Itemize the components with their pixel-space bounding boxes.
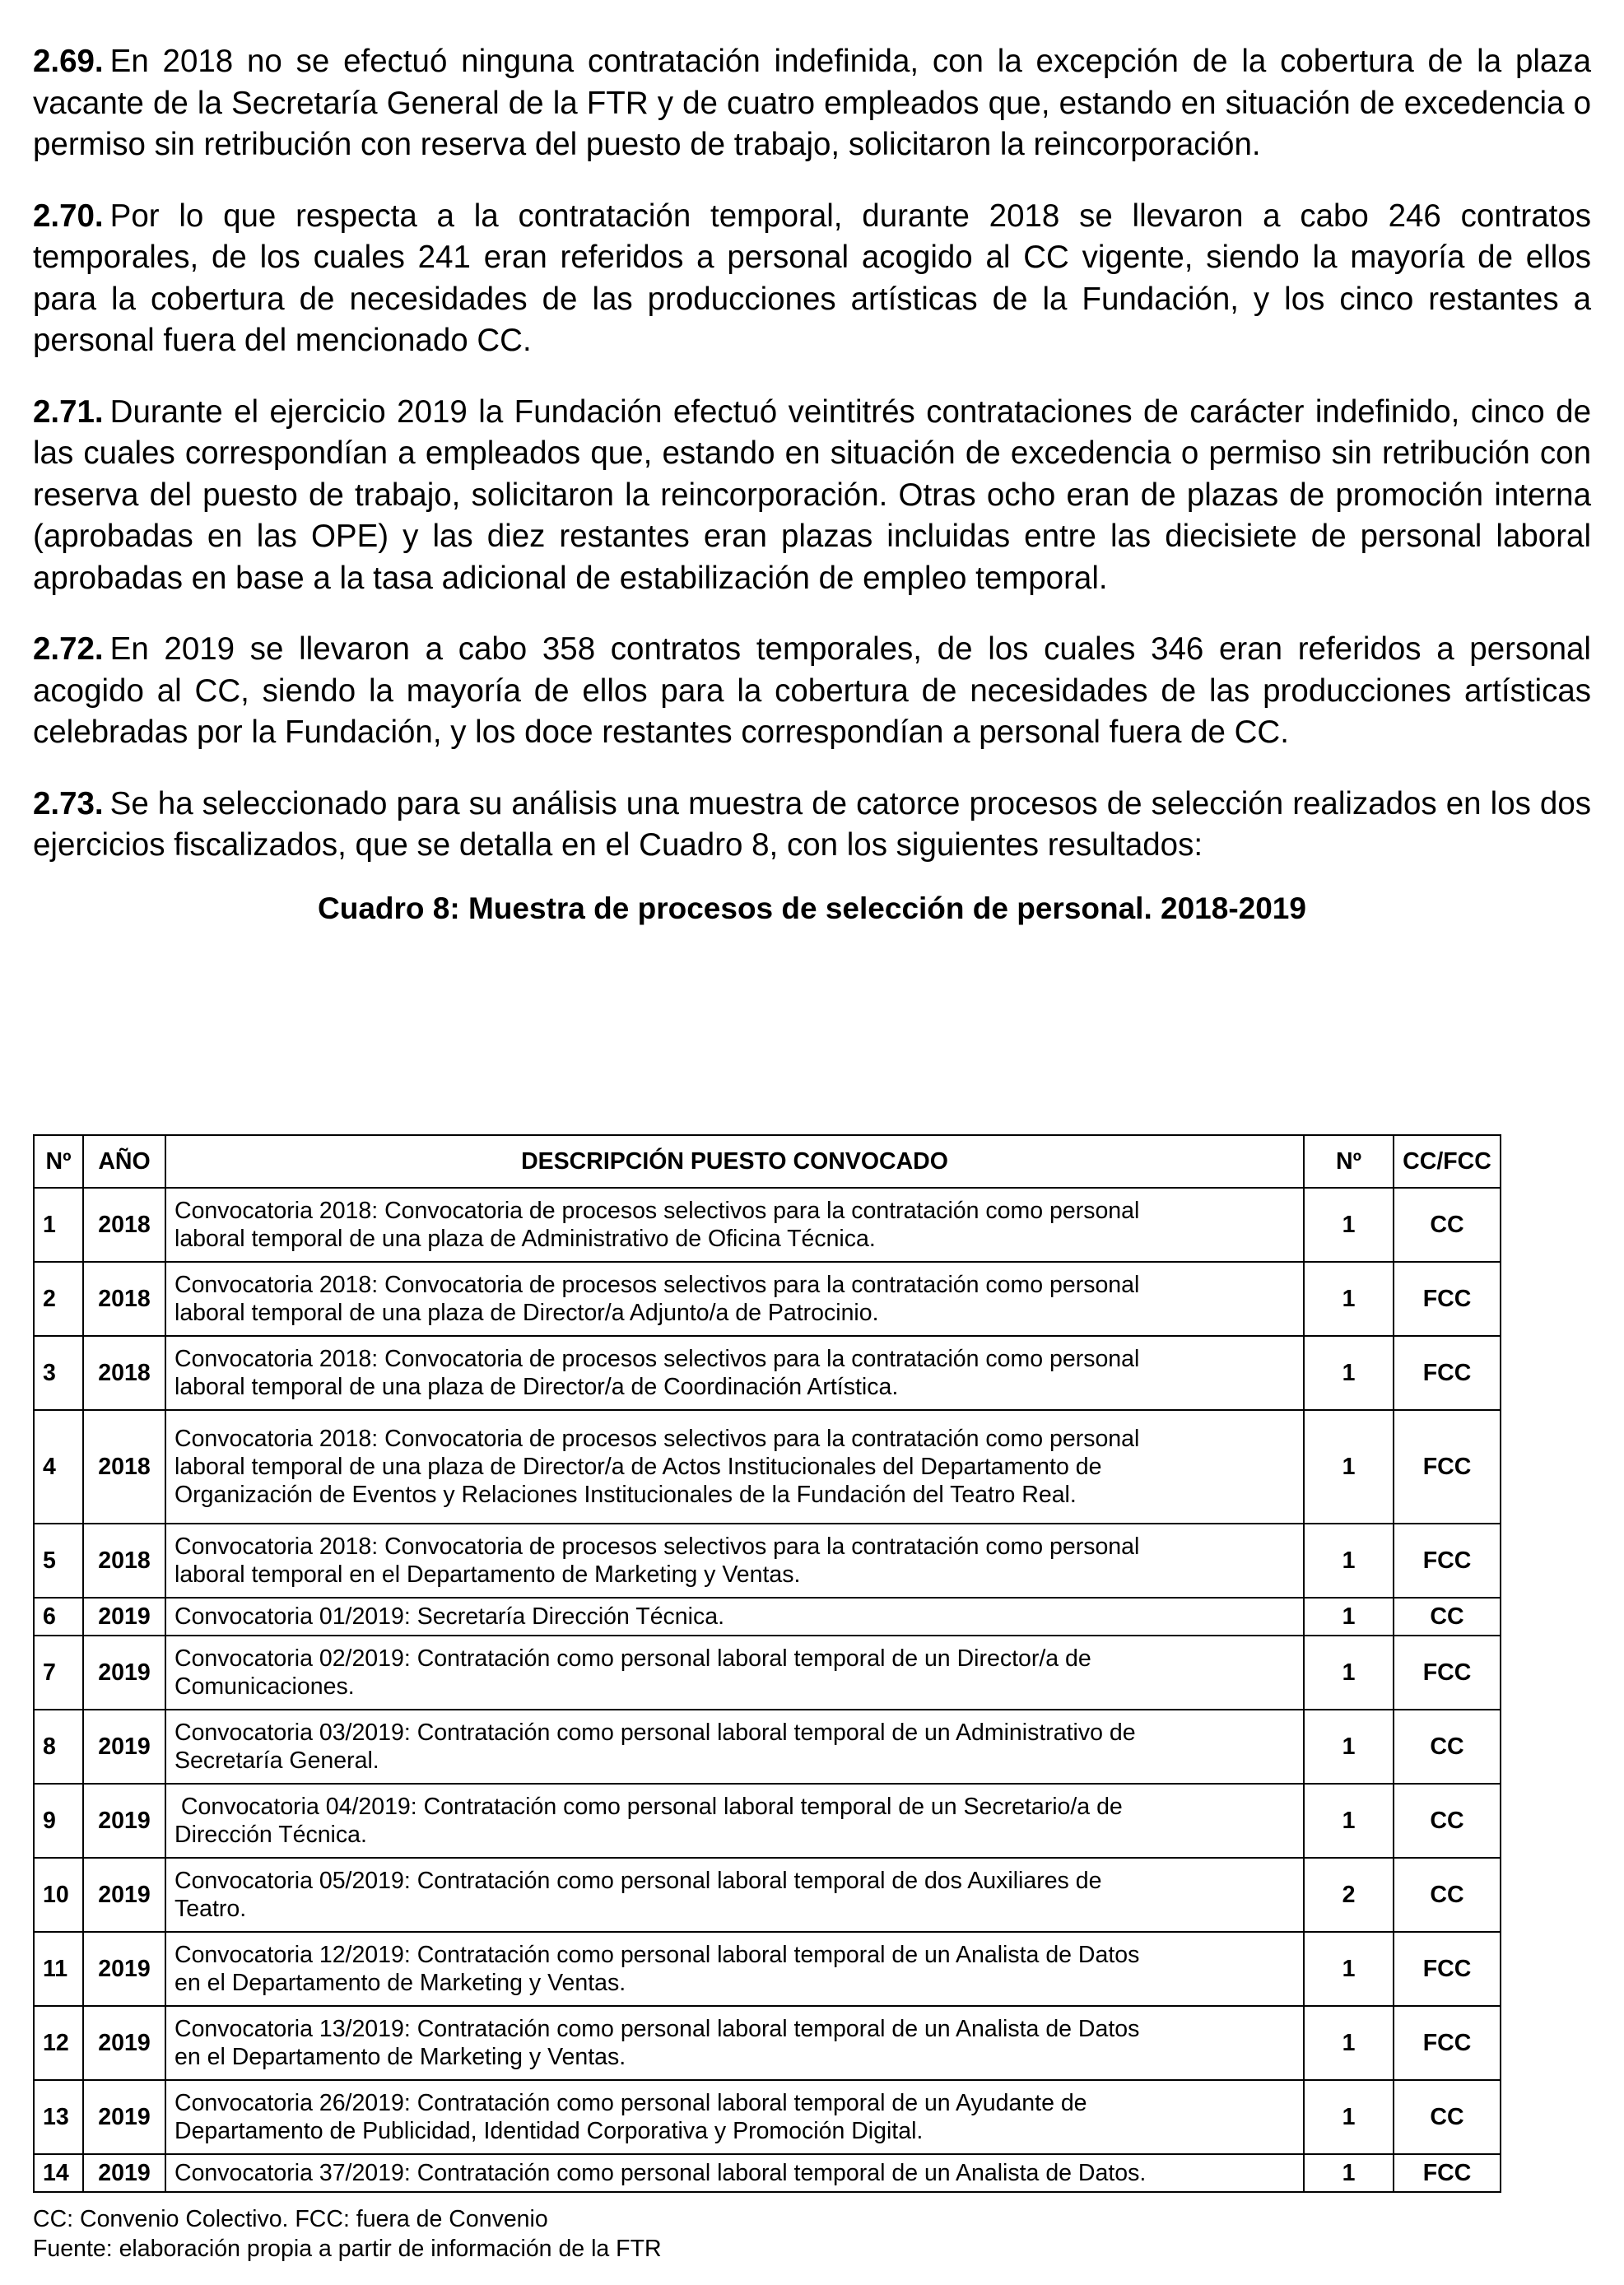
cell-number: 7 (34, 1636, 83, 1710)
description-line: Convocatoria 2018: Convocatoria de procesos selectivos para la contratación como personal (174, 1272, 1140, 1298)
header-count: Nº (1304, 1135, 1394, 1188)
document-body (33, 41, 1591, 933)
cell-year: 2019 (83, 1784, 165, 1858)
cell-agreement-type: CC (1394, 1188, 1501, 1262)
cell-agreement-type: CC (1394, 2080, 1501, 2154)
table-row (34, 1598, 1501, 1636)
description-line: Convocatoria 13/2019: Contratación como personal laboral temporal de un Analista de Datos (174, 2016, 1140, 2042)
description-line: Teatro. (174, 1896, 247, 1922)
header-type: CC/FCC (1394, 1135, 1501, 1188)
table-row (34, 1636, 1501, 1710)
description-line: Convocatoria 2018: Convocatoria de procesos selectivos para la contratación como personal (174, 1346, 1140, 1372)
description-line: laboral temporal de una plaza de Director/a Adjunto/a de Patrocinio. (174, 1300, 879, 1326)
description-line: en el Departamento de Marketing y Ventas. (174, 1970, 626, 1996)
cell-year: 2019 (83, 1636, 165, 1710)
description-line: Convocatoria 37/2019: Contratación como personal laboral temporal de un Analista de Datos. (174, 2160, 1147, 2186)
cell-number: 10 (34, 1858, 83, 1932)
cell-agreement-type: FCC (1394, 1262, 1501, 1336)
cell-number: 9 (34, 1784, 83, 1858)
cell-description (165, 1262, 1304, 1336)
description-line: Secretaría General. (174, 1747, 379, 1774)
cell-year: 2019 (83, 1710, 165, 1784)
cell-agreement-type: FCC (1394, 2006, 1501, 2080)
cell-year: 2019 (83, 1858, 165, 1932)
table-row (34, 1262, 1501, 1336)
cell-count: 1 (1304, 1524, 1394, 1598)
paragraph-2-69 (33, 41, 1591, 166)
description-line: laboral temporal de una plaza de Administrativo de Oficina Técnica. (174, 1226, 876, 1252)
cell-number: 12 (34, 2006, 83, 2080)
cell-agreement-type: FCC (1394, 1336, 1501, 1410)
paragraph-text: En 2019 se llevaron a cabo 358 contratos temporales, de los cuales 346 eran referidos a personal acogido al CC, siendo la mayoría de ellos para la cobertura de necesidades de las producciones artísticas celebradas por la Fundación, y los doce restantes correspondían a personal fuera de CC. (33, 631, 1591, 750)
cell-count: 1 (1304, 1636, 1394, 1710)
cell-description (165, 1336, 1304, 1410)
paragraph-number: 2.72. (33, 631, 104, 667)
header-description: DESCRIPCIÓN PUESTO CONVOCADO (165, 1135, 1304, 1188)
cell-agreement-type: FCC (1394, 1410, 1501, 1524)
cell-year: 2019 (83, 2080, 165, 2154)
table-row (34, 1710, 1501, 1784)
header-year: AÑO (83, 1135, 165, 1188)
cell-agreement-type: CC (1394, 1598, 1501, 1636)
cell-description (165, 1710, 1304, 1784)
cell-count: 1 (1304, 1710, 1394, 1784)
cell-agreement-type: CC (1394, 1784, 1501, 1858)
cell-agreement-type: FCC (1394, 1636, 1501, 1710)
cell-year: 2018 (83, 1336, 165, 1410)
table-header-row (34, 1135, 1501, 1188)
description-line: en el Departamento de Marketing y Ventas. (174, 2044, 626, 2070)
description-line: laboral temporal de una plaza de Director/a de Coordinación Artística. (174, 1374, 899, 1400)
cell-number: 5 (34, 1524, 83, 1598)
cell-count: 1 (1304, 1262, 1394, 1336)
cell-year: 2018 (83, 1410, 165, 1524)
cell-agreement-type: CC (1394, 1858, 1501, 1932)
cell-number: 3 (34, 1336, 83, 1410)
cell-description (165, 1410, 1304, 1524)
table-row (34, 2006, 1501, 2080)
description-line: Convocatoria 2018: Convocatoria de procesos selectivos para la contratación como personal (174, 1426, 1140, 1452)
paragraph-2-70 (33, 196, 1591, 362)
description-line: Convocatoria 03/2019: Contratación como personal laboral temporal de un Administrativo de (174, 1720, 1136, 1746)
cell-number: 4 (34, 1410, 83, 1524)
cell-number: 14 (34, 2154, 83, 2192)
cell-count: 1 (1304, 2080, 1394, 2154)
description-line: Convocatoria 2018: Convocatoria de procesos selectivos para la contratación como personal (174, 1198, 1140, 1224)
cell-number: 2 (34, 1262, 83, 1336)
table-row (34, 1932, 1501, 2006)
description-line: Comunicaciones. (174, 1673, 355, 1700)
cell-description (165, 1598, 1304, 1636)
table-row (34, 1410, 1501, 1524)
cell-count: 1 (1304, 1410, 1394, 1524)
cell-number: 13 (34, 2080, 83, 2154)
cell-year: 2019 (83, 2006, 165, 2080)
table-row (34, 1858, 1501, 1932)
paragraph-2-71 (33, 392, 1591, 600)
table-row (34, 2080, 1501, 2154)
cell-agreement-type: CC (1394, 1710, 1501, 1784)
cell-year: 2018 (83, 1524, 165, 1598)
source-note: Fuente: elaboración propia a partir de información de la FTR (33, 2236, 662, 2262)
abbreviation-legend: CC: Convenio Colectivo. FCC: fuera de Convenio (33, 2206, 548, 2232)
table-row (34, 1524, 1501, 1598)
cell-count: 1 (1304, 2154, 1394, 2192)
cell-description (165, 1932, 1304, 2006)
cell-count: 1 (1304, 2006, 1394, 2080)
cell-agreement-type: FCC (1394, 1932, 1501, 2006)
cell-year: 2019 (83, 2154, 165, 2192)
description-line: Convocatoria 26/2019: Contratación como personal laboral temporal de un Ayudante de (174, 2090, 1087, 2116)
header-number: Nº (34, 1135, 83, 1188)
paragraph-number: 2.71. (33, 393, 104, 430)
cell-number: 1 (34, 1188, 83, 1262)
selection-processes-table (33, 1134, 1501, 2193)
cell-number: 6 (34, 1598, 83, 1636)
cell-year: 2019 (83, 1932, 165, 2006)
description-line: Organización de Eventos y Relaciones Institucionales de la Fundación del Teatro Real. (174, 1482, 1077, 1508)
cell-year: 2018 (83, 1262, 165, 1336)
cell-agreement-type: FCC (1394, 2154, 1501, 2192)
description-line: Convocatoria 02/2019: Contratación como personal laboral temporal de un Director/a de (174, 1645, 1091, 1672)
paragraph-number: 2.69. (33, 44, 104, 79)
cell-description (165, 1188, 1304, 1262)
cell-count: 2 (1304, 1858, 1394, 1932)
paragraph-text: Se ha seleccionado para su análisis una muestra de catorce procesos de selección realizados en los dos ejercicios fiscalizados, que se detalla en el Cuadro 8, con los siguientes resultados: (33, 785, 1591, 863)
cell-description (165, 1524, 1304, 1598)
paragraph-number: 2.70. (33, 198, 104, 234)
cell-description (165, 2154, 1304, 2192)
paragraph-text: Durante el ejercicio 2019 la Fundación efectuó veintitrés contrataciones de carácter indefinido, cinco de las cuales correspondían a empleados que, estando en situación de excedencia o permiso sin retribución con reserva del puesto de trabajo, solicitaron la reincorporación. Otras ocho eran de plazas de promoción interna (aprobadas en las OPE) y las diez restantes eran plazas incluidas entre las diecisiete de personal laboral aprobadas en base a la tasa adicional de estabilización de empleo temporal. (33, 393, 1591, 596)
paragraph-text: En 2018 no se efectuó ninguna contratación indefinida, con la excepción de la cobertura de la plaza vacante de la Secretaría General de la FTR y de cuatro empleados que, estando en situación de excedencia o permiso sin retribución con reserva del puesto de trabajo, solicitaron la reincorporación. (33, 44, 1591, 162)
cell-number: 11 (34, 1932, 83, 2006)
cell-description (165, 1636, 1304, 1710)
cell-description (165, 2080, 1304, 2154)
description-line: Convocatoria 01/2019: Secretaría Dirección Técnica. (174, 1603, 724, 1630)
cell-count: 1 (1304, 1598, 1394, 1636)
cell-description (165, 1784, 1304, 1858)
paragraph-number: 2.73. (33, 785, 104, 821)
cell-number: 8 (34, 1710, 83, 1784)
description-line: Convocatoria 04/2019: Contratación como personal laboral temporal de un Secretario/a de (174, 1794, 1123, 1820)
paragraph-text: Por lo que respecta a la contratación temporal, durante 2018 se llevaron a cabo 246 contratos temporales, de los cuales 241 eran referidos a personal acogido al CC vigente, siendo la mayoría de ellos para la cobertura de necesidades de las producciones artísticas de la Fundación, y los cinco restantes a personal fuera del mencionado CC. (33, 198, 1591, 358)
paragraph-2-72 (33, 629, 1591, 754)
cell-description (165, 2006, 1304, 2080)
table-row (34, 2154, 1501, 2192)
description-line: Convocatoria 05/2019: Contratación como personal laboral temporal de dos Auxiliares de (174, 1868, 1102, 1894)
cell-count: 1 (1304, 1336, 1394, 1410)
table-body (34, 1188, 1501, 2192)
cell-count: 1 (1304, 1188, 1394, 1262)
description-line: Convocatoria 12/2019: Contratación como personal laboral temporal de un Analista de Datos (174, 1942, 1140, 1968)
description-line: Departamento de Publicidad, Identidad Corporativa y Promoción Digital. (174, 2118, 924, 2144)
description-line: Convocatoria 2018: Convocatoria de procesos selectivos para la contratación como personal (174, 1533, 1140, 1560)
cell-year: 2018 (83, 1188, 165, 1262)
cell-count: 1 (1304, 1932, 1394, 2006)
description-line: laboral temporal en el Departamento de Marketing y Ventas. (174, 1561, 801, 1588)
description-line: laboral temporal de una plaza de Director/a de Actos Institucionales del Departamento de (174, 1454, 1102, 1480)
table-row (34, 1336, 1501, 1410)
cell-count: 1 (1304, 1784, 1394, 1858)
table-row (34, 1188, 1501, 1262)
paragraph-2-73 (33, 784, 1591, 867)
table-row (34, 1784, 1501, 1858)
cell-description (165, 1858, 1304, 1932)
cell-agreement-type: FCC (1394, 1524, 1501, 1598)
table-caption: Cuadro 8: Muestra de procesos de selección de personal. 2018-2019 (318, 891, 1306, 925)
cell-year: 2019 (83, 1598, 165, 1636)
description-line: Dirección Técnica. (174, 1822, 367, 1848)
table-notes (33, 2204, 662, 2264)
